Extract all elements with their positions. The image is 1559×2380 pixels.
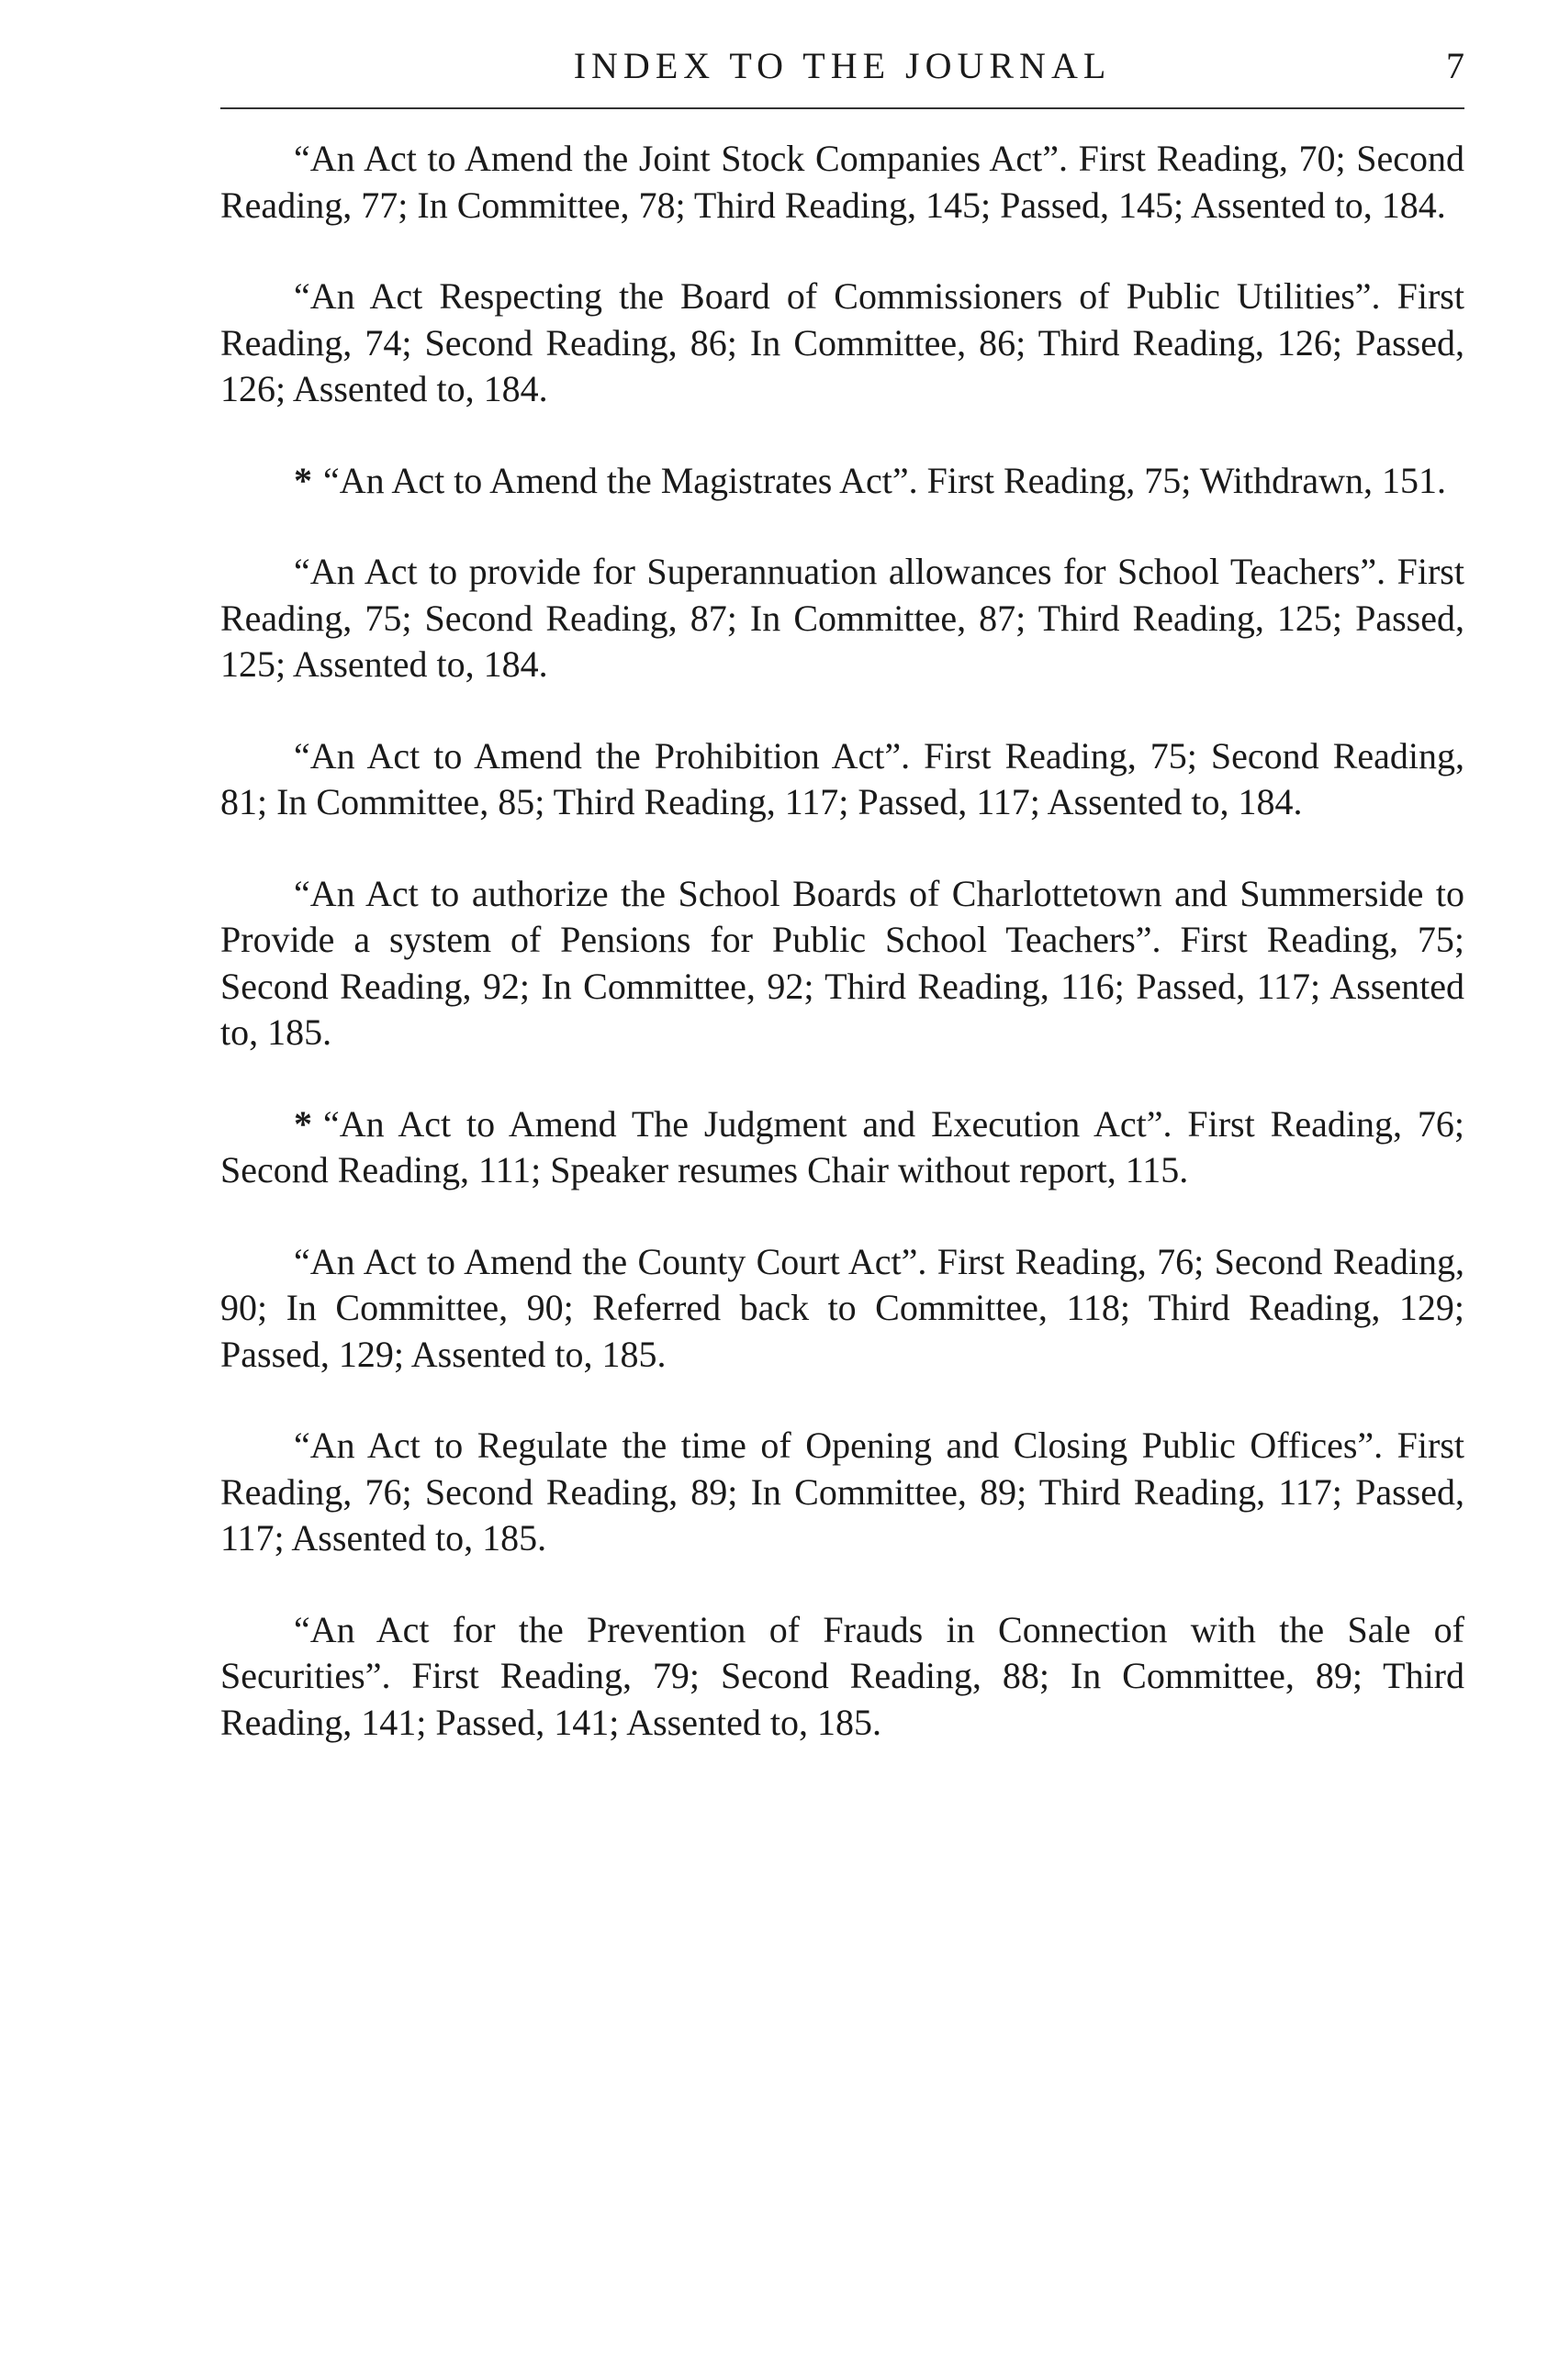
asterisk-mark: *	[294, 1102, 312, 1145]
entry-text: “An Act Respecting the Board of Commissioners of Public Utilities”. First Reading, 74; Second Reading, 86; In Committee, 86; Third Reading, 126; Passed, 126; Assented to, 184.	[220, 275, 1464, 409]
index-entry	[220, 1423, 1464, 1562]
entry-text: “An Act to Amend the Joint Stock Companies Act”. First Reading, 70; Second Reading, 77; In Committee, 78; Third Reading, 145; Passed, 145; Assented to, 184.	[220, 138, 1464, 226]
entry-text: “An Act to Amend the Prohibition Act”. First Reading, 75; Second Reading, 81; In Committee, 85; Third Reading, 117; Passed, 117; Assented to, 184.	[220, 734, 1464, 822]
index-entry	[220, 1239, 1464, 1379]
running-title: INDEX TO THE JOURNAL	[573, 45, 1112, 86]
asterisk-mark: *	[294, 459, 312, 501]
index-entry	[220, 458, 1464, 505]
entry-text: “An Act to authorize the School Boards of Charlottetown and Summerside to Provide a system of Pensions for Public School Teachers”. First Reading, 75; Second Reading, 92; In Committee, 92; Third Reading, 116; Passed, 117; Assented to, 185.	[220, 872, 1464, 1053]
index-entry	[220, 136, 1464, 229]
entry-text: “An Act for the Prevention of Frauds in Connection with the Sale of Securities”. First Reading, 79; Second Reading, 88; In Committee, 89; Third Reading, 141; Passed, 141; Assented to, 185.	[220, 1608, 1464, 1743]
header-rule	[220, 107, 1464, 109]
page-number: 7	[1446, 45, 1464, 86]
entry-text: “An Act to provide for Superannuation allowances for School Teachers”. First Reading, 75; Second Reading, 87; In Committee, 87; Third Reading, 125; Passed, 125; Assented to, 184.	[220, 551, 1464, 685]
index-entry	[220, 733, 1464, 826]
index-entry	[220, 274, 1464, 413]
index-entries	[220, 136, 1464, 1791]
entry-text: “An Act to Amend The Judgment and Execution Act”. First Reading, 76; Second Reading, 111; Speaker resumes Chair without report, 115.	[220, 1102, 1464, 1190]
entry-text: “An Act to Amend the Magistrates Act”. First Reading, 75; Withdrawn, 151.	[323, 459, 1447, 501]
index-entry	[220, 871, 1464, 1056]
entry-text: “An Act to Amend the County Court Act”. First Reading, 76; Second Reading, 90; In Committee, 90; Referred back to Committee, 118; Third Reading, 129; Passed, 129; Assented to, 185.	[220, 1240, 1464, 1375]
index-entry	[220, 549, 1464, 688]
index-entry	[220, 1101, 1464, 1194]
index-entry	[220, 1607, 1464, 1747]
running-header	[220, 44, 1464, 99]
entry-text: “An Act to Regulate the time of Opening and Closing Public Offices”. First Reading, 76; Second Reading, 89; In Committee, 89; Third Reading, 117; Passed, 117; Assented to, 185.	[220, 1425, 1464, 1559]
